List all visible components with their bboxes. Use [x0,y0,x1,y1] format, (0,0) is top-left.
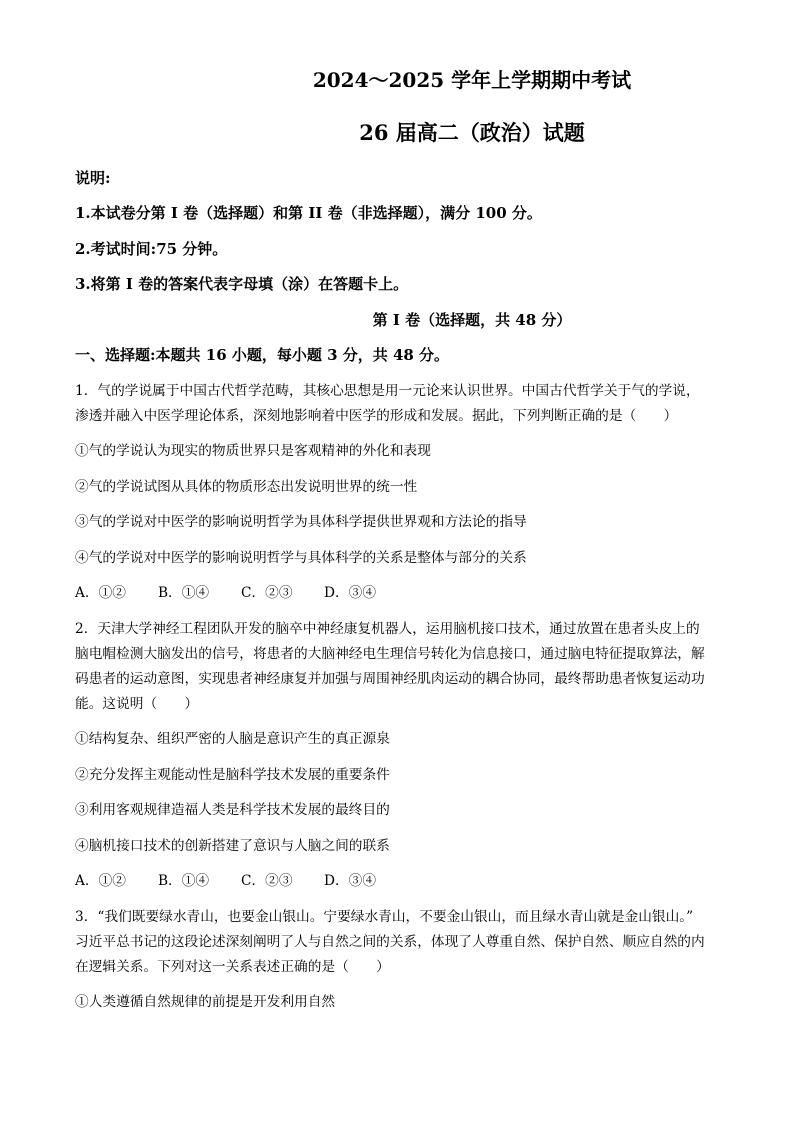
exam-title: 2024～2025 学年上学期期中考试 [312,68,632,92]
statement: ④气的学说对中医学的影响说明哲学与具体科学的关系是整体与部分的关系 [75,549,527,566]
statement: ②气的学说试图从具体的物质形态出发说明世界的统一性 [75,478,418,495]
statement: ②充分发挥主观能动性是脑科学技术发展的重要条件 [75,766,390,783]
choice-c: C．②③ [241,873,293,889]
statement: ③气的学说对中医学的影响说明哲学为具体科学提供世界观和方法论的指导 [75,514,527,530]
exam-subtitle: 26 届高二（政治）试题 [359,120,585,145]
statement: ①结构复杂、组织严密的人脑是意识产生的真正源泉 [75,731,390,747]
section-heading: 一、选择题:本题共 16 小题，每小题 3 分，共 48 分。 [75,346,450,364]
stem-line: 2．天津大学神经工程团队开发的脑卒中神经康复机器人，运用脑机接口技术，通过放置在患者头皮上的 [75,620,700,637]
stem-line: 3．“我们既要绿水青山，也要金山银山。宁要绿水青山，不要金山银山，而且绿水青山就是金山银山。” [75,908,694,925]
stem-line: 习近平总书记的这段论述深刻阐明了人与自然之间的关系，体现了人尊重自然、保护自然、顺应自然的内 [75,933,705,950]
question-1 [75,379,755,607]
question-stem [75,617,755,717]
instruction-item: 2.考试时间:75 分钟。 [75,239,228,258]
stem-line: 码患者的运动意图，实现患者神经康复并加强与周围神经肌肉运动的耦合协同，最终帮助患者恢复运动功 [75,670,705,687]
stem-line: 渗透并融入中医学理论体系，深刻地影响着中医学的形成和发展。据此，下列判断正确的是（ ） [75,407,678,424]
answer-choices [75,581,755,606]
statement: ④脑机接口技术的创新搭建了意识与人脑之间的联系 [75,837,390,854]
choice-a: A．①② [75,585,126,601]
question-3 [75,905,755,1016]
stem-line: 脑电帽检测大脑发出的信号，将患者的大脑神经电生理信号转化为信息接口，通过脑电特征提取算法，解 [75,645,705,662]
statement: ①人类遵循自然规律的前提是开发利用自然 [75,994,336,1010]
instruction-item: 3.将第 I 卷的答案代表字母填（涂）在答题卡上。 [75,275,409,293]
answer-choices [75,869,755,894]
question-stem [75,379,755,429]
document-body [75,0,755,1026]
choice-b: B．①④ [158,873,210,889]
question-stem [75,905,755,980]
instruction-item: 1.本试卷分第 I 卷（选择题）和第 II 卷（非选择题），满分 100 分。 [75,204,542,222]
stem-line: 1．气的学说属于中国古代哲学范畴，其核心思想是用一元论来认识世界。中国古代哲学关于气的学说， [75,382,700,399]
part-heading: 第 I 卷（选择题，共 48 分） [372,310,572,329]
statement: ①气的学说认为现实的物质世界只是客观精神的外化和表现 [75,443,431,459]
choice-a: A．①② [75,873,126,889]
choice-d: D．③④ [324,585,377,601]
instructions [75,166,755,298]
stem-line: 能。这说明（ ） [75,695,199,712]
instructions-heading: 说明: [75,168,111,187]
stem-line: 在逻辑关系。下列对这一关系表述正确的是（ ） [75,958,390,975]
choice-c: C．②③ [241,585,293,601]
statement: ③利用客观规律造福人类是科学技术发展的最终目的 [75,802,390,818]
question-2 [75,617,755,895]
choice-d: D．③④ [324,873,377,889]
choice-b: B．①④ [158,585,210,601]
